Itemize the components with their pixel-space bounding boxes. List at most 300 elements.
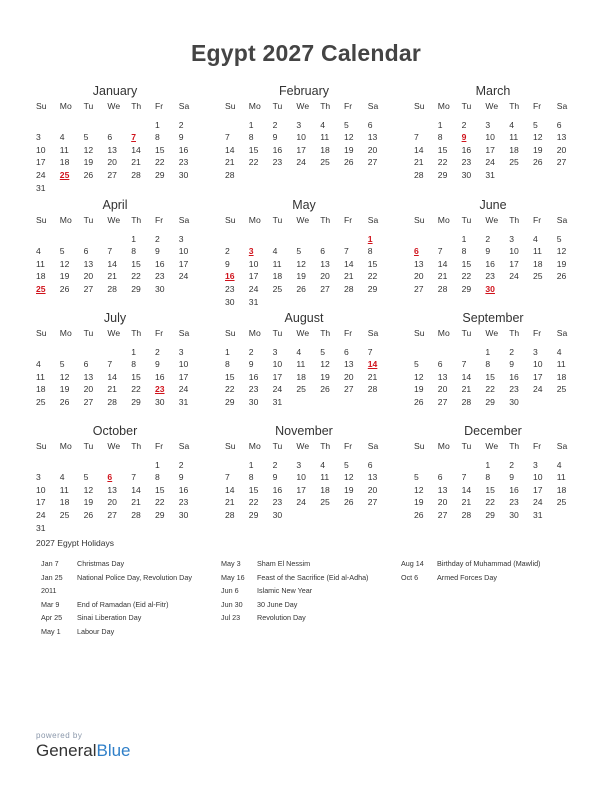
day-cell: 30 xyxy=(248,396,259,407)
day-cell: 6 xyxy=(107,132,113,143)
day-cell: 11 xyxy=(556,359,566,370)
day-cell: 10 xyxy=(532,359,543,370)
day-cell: 6 xyxy=(367,459,373,470)
weekday-label: Sa xyxy=(178,328,190,338)
holiday-column xyxy=(221,557,368,625)
day-cell: 4 xyxy=(556,459,562,470)
holiday-date: May 16 xyxy=(221,572,245,582)
day-cell: 20 xyxy=(107,497,117,508)
holiday-day: 7 xyxy=(131,132,136,143)
empty-cell xyxy=(414,346,438,359)
day-cell: 24 xyxy=(178,271,189,282)
day-cell: 15 xyxy=(131,371,141,382)
day-cell: 26 xyxy=(83,509,94,520)
weekday-label: Fr xyxy=(154,328,164,338)
weekday-label: We xyxy=(107,328,121,338)
day-cell: 20 xyxy=(414,271,424,282)
day-cell: 23 xyxy=(509,497,519,508)
month-days-grid xyxy=(414,440,572,522)
holiday-name: Armed Forces Day xyxy=(437,572,497,582)
weekday-label: Fr xyxy=(343,101,353,111)
holiday-day: 25 xyxy=(59,169,70,180)
day-cell: 20 xyxy=(83,271,94,282)
day-cell: 18 xyxy=(556,484,567,495)
weekday-label: Tu xyxy=(461,441,472,451)
day-cell: 22 xyxy=(437,157,448,168)
day-cell: 10 xyxy=(509,246,519,257)
holiday-date: 2011 xyxy=(41,586,57,596)
holiday-day: 1 xyxy=(367,233,373,244)
weekday-label: Mo xyxy=(59,328,72,338)
day-cell: 28 xyxy=(461,396,472,407)
day-cell: 26 xyxy=(414,509,424,520)
weekday-label: Su xyxy=(36,101,47,111)
day-cell: 20 xyxy=(437,497,448,508)
empty-cell xyxy=(84,459,108,472)
day-cell: 2 xyxy=(509,459,514,470)
weekday-label: Tu xyxy=(272,441,283,451)
month-name: January xyxy=(92,84,138,98)
day-cell: 9 xyxy=(154,246,160,257)
day-cell: 14 xyxy=(131,144,141,155)
weekday-label: Sa xyxy=(178,215,190,225)
day-cell: 14 xyxy=(225,144,235,155)
day-cell: 11 xyxy=(36,371,45,382)
day-cell: 23 xyxy=(272,157,283,168)
day-cell: 12 xyxy=(343,472,354,483)
day-cell: 26 xyxy=(343,157,354,168)
day-cell: 27 xyxy=(83,283,94,294)
holiday-date: Apr 25 xyxy=(41,613,63,623)
holiday-day: 3 xyxy=(248,246,254,257)
day-cell: 29 xyxy=(154,509,165,520)
day-cell: 6 xyxy=(320,246,325,257)
day-cell: 30 xyxy=(461,169,472,180)
day-cell: 1 xyxy=(131,346,136,357)
day-cell: 14 xyxy=(131,484,141,495)
day-cell: 19 xyxy=(414,384,424,395)
empty-cell xyxy=(60,233,84,246)
holiday-name: Islamic New Year xyxy=(257,586,313,596)
day-cell: 1 xyxy=(131,233,136,244)
day-cell: 11 xyxy=(59,144,69,155)
day-cell: 25 xyxy=(59,509,70,520)
day-cell: 1 xyxy=(248,119,254,130)
day-cell: 18 xyxy=(59,157,70,168)
day-cell: 6 xyxy=(437,359,443,370)
day-cell: 12 xyxy=(59,371,70,382)
holiday-name: Christmas Day xyxy=(77,559,125,568)
day-cell: 25 xyxy=(296,384,306,395)
empty-cell xyxy=(84,346,108,359)
day-cell: 9 xyxy=(178,132,184,143)
weekday-label: Fr xyxy=(154,101,164,111)
day-cell: 30 xyxy=(154,396,165,407)
day-cell: 4 xyxy=(36,246,41,257)
day-cell: 16 xyxy=(178,484,189,495)
day-cell: 28 xyxy=(343,283,354,294)
holiday-name: Labour Day xyxy=(77,626,115,636)
weekday-label: Su xyxy=(225,101,236,111)
month-name: March xyxy=(475,84,511,98)
day-cell: 4 xyxy=(59,132,65,143)
month-days-grid xyxy=(225,214,383,308)
day-cell: 25 xyxy=(272,283,283,294)
day-cell: 5 xyxy=(414,359,419,370)
weekday-label: Su xyxy=(414,441,425,451)
day-cell: 25 xyxy=(532,271,543,282)
holiday-date: Jul 23 xyxy=(221,613,241,623)
day-cell: 24 xyxy=(36,509,46,520)
day-cell: 22 xyxy=(248,157,259,168)
day-cell: 21 xyxy=(367,371,378,382)
weekday-label: Th xyxy=(131,441,142,451)
weekday-label: Mo xyxy=(437,328,450,338)
day-cell: 27 xyxy=(343,384,354,395)
empty-cell xyxy=(131,459,155,472)
brand-logo[interactable] xyxy=(36,741,131,761)
holiday-row xyxy=(41,584,192,598)
weekday-label: Th xyxy=(320,215,331,225)
day-cell: 19 xyxy=(343,144,354,155)
day-cell: 26 xyxy=(320,384,330,395)
day-cell: 22 xyxy=(154,497,165,508)
weekday-label: Fr xyxy=(532,101,542,111)
day-cell: 26 xyxy=(296,283,306,294)
day-cell: 19 xyxy=(59,271,70,282)
weekday-label: Tu xyxy=(461,328,472,338)
day-cell: 19 xyxy=(532,144,543,155)
day-cell: 31 xyxy=(272,396,283,407)
day-cell: 29 xyxy=(461,283,472,294)
day-cell: 14 xyxy=(343,258,354,269)
day-cell: 18 xyxy=(272,271,283,282)
brand-general: General xyxy=(36,741,97,760)
day-cell: 6 xyxy=(437,472,443,483)
day-cell: 1 xyxy=(248,459,254,470)
day-cell: 4 xyxy=(320,119,325,130)
weekday-label: Fr xyxy=(343,328,353,338)
day-cell: 18 xyxy=(509,144,519,155)
day-cell: 13 xyxy=(556,132,567,143)
day-cell: 27 xyxy=(437,396,448,407)
day-cell: 16 xyxy=(509,484,519,495)
weekday-label: Tu xyxy=(83,328,94,338)
day-cell: 26 xyxy=(414,396,424,407)
day-cell: 10 xyxy=(178,246,189,257)
holidays-title: 2027 Egypt Holidays xyxy=(36,538,114,548)
day-cell: 20 xyxy=(437,384,448,395)
day-cell: 5 xyxy=(532,119,538,130)
day-cell: 5 xyxy=(296,246,302,257)
day-cell: 21 xyxy=(131,157,141,168)
day-cell: 21 xyxy=(461,384,472,395)
page-title: Egypt 2027 Calendar xyxy=(190,40,422,66)
empty-cell xyxy=(36,119,60,132)
day-cell: 31 xyxy=(36,522,46,533)
weekday-label: Sa xyxy=(178,441,190,451)
day-cell: 5 xyxy=(556,233,562,244)
weekday-label: Th xyxy=(320,441,331,451)
weekday-label: Th xyxy=(509,101,520,111)
day-cell: 23 xyxy=(461,157,472,168)
month-october xyxy=(36,422,194,534)
day-cell: 19 xyxy=(83,157,94,168)
holiday-name: National Police Day, Revolution Day xyxy=(77,572,192,582)
day-cell: 23 xyxy=(178,497,189,508)
weekday-label: We xyxy=(107,101,121,111)
empty-cell xyxy=(414,459,438,472)
empty-cell xyxy=(131,119,155,132)
day-cell: 13 xyxy=(83,258,94,269)
day-cell: 18 xyxy=(556,371,567,382)
weekday-label: Su xyxy=(225,441,236,451)
day-cell: 19 xyxy=(414,497,424,508)
month-days-grid xyxy=(36,327,194,409)
day-cell: 20 xyxy=(343,371,354,382)
day-cell: 13 xyxy=(367,472,378,483)
empty-cell xyxy=(296,233,320,246)
weekday-label: Tu xyxy=(83,101,94,111)
holiday-column xyxy=(41,557,192,639)
weekday-label: Su xyxy=(414,101,425,111)
empty-cell xyxy=(320,233,344,246)
empty-cell xyxy=(344,233,368,246)
holiday-date: Mar 9 xyxy=(41,599,60,609)
day-cell: 20 xyxy=(556,144,567,155)
day-cell: 20 xyxy=(367,144,378,155)
day-cell: 29 xyxy=(225,396,235,407)
day-cell: 25 xyxy=(509,157,519,168)
holiday-name: Sinai Liberation Day xyxy=(77,613,142,623)
weekday-label: Th xyxy=(131,215,142,225)
holiday-name: End of Ramadan (Eid al-Fitr) xyxy=(77,599,169,609)
day-cell: 24 xyxy=(485,157,495,168)
holiday-date: Jan 7 xyxy=(41,559,59,568)
weekday-label: Fr xyxy=(343,215,353,225)
day-cell: 17 xyxy=(532,371,543,382)
weekday-label: Mo xyxy=(437,101,450,111)
day-cell: 8 xyxy=(367,246,373,257)
day-cell: 29 xyxy=(485,509,495,520)
day-cell: 7 xyxy=(367,346,373,357)
day-cell: 9 xyxy=(154,359,160,370)
day-cell: 27 xyxy=(367,157,378,168)
day-cell: 12 xyxy=(414,371,424,382)
day-cell: 11 xyxy=(320,132,330,143)
day-cell: 24 xyxy=(509,271,519,282)
day-cell: 3 xyxy=(296,119,302,130)
holiday-date: May 1 xyxy=(41,626,61,636)
day-cell: 8 xyxy=(461,246,467,257)
holiday-row xyxy=(41,625,192,639)
weekday-label: Tu xyxy=(272,101,283,111)
day-cell: 13 xyxy=(367,132,378,143)
day-cell: 26 xyxy=(343,497,354,508)
day-cell: 24 xyxy=(296,157,306,168)
month-december xyxy=(414,422,572,522)
day-cell: 7 xyxy=(414,132,419,143)
day-cell: 15 xyxy=(248,484,259,495)
day-cell: 9 xyxy=(272,132,278,143)
day-cell: 5 xyxy=(343,119,349,130)
month-november xyxy=(225,422,383,522)
holiday-row xyxy=(221,611,368,625)
holiday-row xyxy=(401,557,540,571)
holiday-day: 14 xyxy=(367,359,378,370)
empty-cell xyxy=(462,346,486,359)
holiday-day: 30 xyxy=(485,283,495,294)
day-cell: 30 xyxy=(225,296,235,307)
day-cell: 2 xyxy=(225,246,230,257)
weekday-label: Sa xyxy=(367,328,379,338)
day-cell: 14 xyxy=(107,258,117,269)
day-cell: 23 xyxy=(248,384,259,395)
empty-cell xyxy=(438,346,462,359)
weekday-label: Mo xyxy=(437,441,450,451)
holiday-day: 25 xyxy=(36,283,46,294)
day-cell: 28 xyxy=(225,169,235,180)
weekday-label: We xyxy=(485,215,499,225)
weekday-label: We xyxy=(107,215,121,225)
day-cell: 3 xyxy=(36,472,41,483)
month-name: September xyxy=(462,311,524,325)
day-cell: 17 xyxy=(178,258,189,269)
day-cell: 12 xyxy=(343,132,354,143)
holiday-day: 6 xyxy=(414,246,419,257)
day-cell: 15 xyxy=(437,144,448,155)
weekday-label: Sa xyxy=(556,328,568,338)
month-name: August xyxy=(284,311,324,325)
day-cell: 14 xyxy=(107,371,117,382)
day-cell: 20 xyxy=(83,384,94,395)
day-cell: 10 xyxy=(485,132,495,143)
weekday-label: Th xyxy=(320,328,331,338)
empty-cell xyxy=(438,459,462,472)
day-cell: 16 xyxy=(248,371,259,382)
weekday-label: Mo xyxy=(248,441,261,451)
day-cell: 15 xyxy=(485,371,495,382)
day-cell: 6 xyxy=(367,119,373,130)
holiday-row xyxy=(221,571,368,585)
day-cell: 4 xyxy=(296,346,302,357)
day-cell: 23 xyxy=(485,271,495,282)
day-cell: 14 xyxy=(461,484,472,495)
day-cell: 10 xyxy=(248,258,259,269)
day-cell: 1 xyxy=(154,459,160,470)
day-cell: 1 xyxy=(225,346,230,357)
day-cell: 12 xyxy=(532,132,543,143)
day-cell: 6 xyxy=(343,346,349,357)
month-september xyxy=(414,309,572,409)
day-cell: 2 xyxy=(509,346,514,357)
day-cell: 15 xyxy=(485,484,495,495)
day-cell: 16 xyxy=(509,371,519,382)
day-cell: 27 xyxy=(367,497,378,508)
day-cell: 3 xyxy=(532,346,538,357)
holiday-date: Jun 6 xyxy=(221,586,239,596)
day-cell: 22 xyxy=(485,384,495,395)
day-cell: 23 xyxy=(272,497,283,508)
day-cell: 11 xyxy=(36,258,45,269)
empty-cell xyxy=(36,233,60,246)
day-cell: 7 xyxy=(107,246,113,257)
weekday-label: We xyxy=(107,441,121,451)
day-cell: 22 xyxy=(225,384,235,395)
day-cell: 2 xyxy=(461,119,467,130)
day-cell: 3 xyxy=(296,459,302,470)
day-cell: 19 xyxy=(556,258,567,269)
day-cell: 16 xyxy=(485,258,495,269)
day-cell: 19 xyxy=(320,371,330,382)
empty-cell xyxy=(414,233,438,246)
day-cell: 21 xyxy=(461,497,472,508)
day-cell: 8 xyxy=(248,472,254,483)
holiday-row xyxy=(401,571,540,585)
day-cell: 17 xyxy=(178,371,189,382)
day-cell: 27 xyxy=(83,396,94,407)
weekday-label: Th xyxy=(320,101,331,111)
month-january xyxy=(36,82,194,194)
month-june xyxy=(414,196,572,296)
day-cell: 31 xyxy=(36,182,46,193)
day-cell: 2 xyxy=(485,233,491,244)
day-cell: 25 xyxy=(556,384,567,395)
day-cell: 28 xyxy=(414,169,424,180)
day-cell: 10 xyxy=(36,144,46,155)
day-cell: 17 xyxy=(36,497,46,508)
day-cell: 17 xyxy=(248,271,259,282)
day-cell: 31 xyxy=(485,169,495,180)
day-cell: 4 xyxy=(509,119,514,130)
weekday-label: Mo xyxy=(248,101,261,111)
day-cell: 17 xyxy=(36,157,46,168)
holiday-row xyxy=(221,557,368,571)
day-cell: 4 xyxy=(320,459,325,470)
day-cell: 18 xyxy=(59,497,70,508)
day-cell: 14 xyxy=(225,484,235,495)
day-cell: 27 xyxy=(556,157,567,168)
day-cell: 5 xyxy=(83,132,89,143)
month-name: April xyxy=(102,198,128,212)
holiday-name: Sham El Nessim xyxy=(257,559,311,568)
month-days-grid xyxy=(225,327,383,409)
day-cell: 25 xyxy=(320,497,330,508)
day-cell: 8 xyxy=(225,359,230,370)
day-cell: 12 xyxy=(556,246,567,257)
day-cell: 11 xyxy=(59,484,69,495)
day-cell: 8 xyxy=(248,132,254,143)
weekday-label: Fr xyxy=(343,441,353,451)
day-cell: 7 xyxy=(461,359,467,370)
day-cell: 22 xyxy=(154,157,165,168)
day-cell: 16 xyxy=(178,144,189,155)
day-cell: 5 xyxy=(83,472,89,483)
day-cell: 6 xyxy=(556,119,562,130)
empty-cell xyxy=(84,119,108,132)
day-cell: 11 xyxy=(532,246,542,257)
holiday-name: Feast of the Sacrifice (Eid al-Adha) xyxy=(257,572,369,582)
holiday-column xyxy=(401,557,540,584)
weekday-label: We xyxy=(485,441,499,451)
day-cell: 1 xyxy=(485,346,491,357)
weekday-label: Tu xyxy=(272,328,283,338)
weekday-label: Sa xyxy=(556,215,568,225)
day-cell: 3 xyxy=(272,346,278,357)
weekday-label: Th xyxy=(509,328,520,338)
day-cell: 10 xyxy=(178,359,189,370)
day-cell: 2 xyxy=(272,119,278,130)
